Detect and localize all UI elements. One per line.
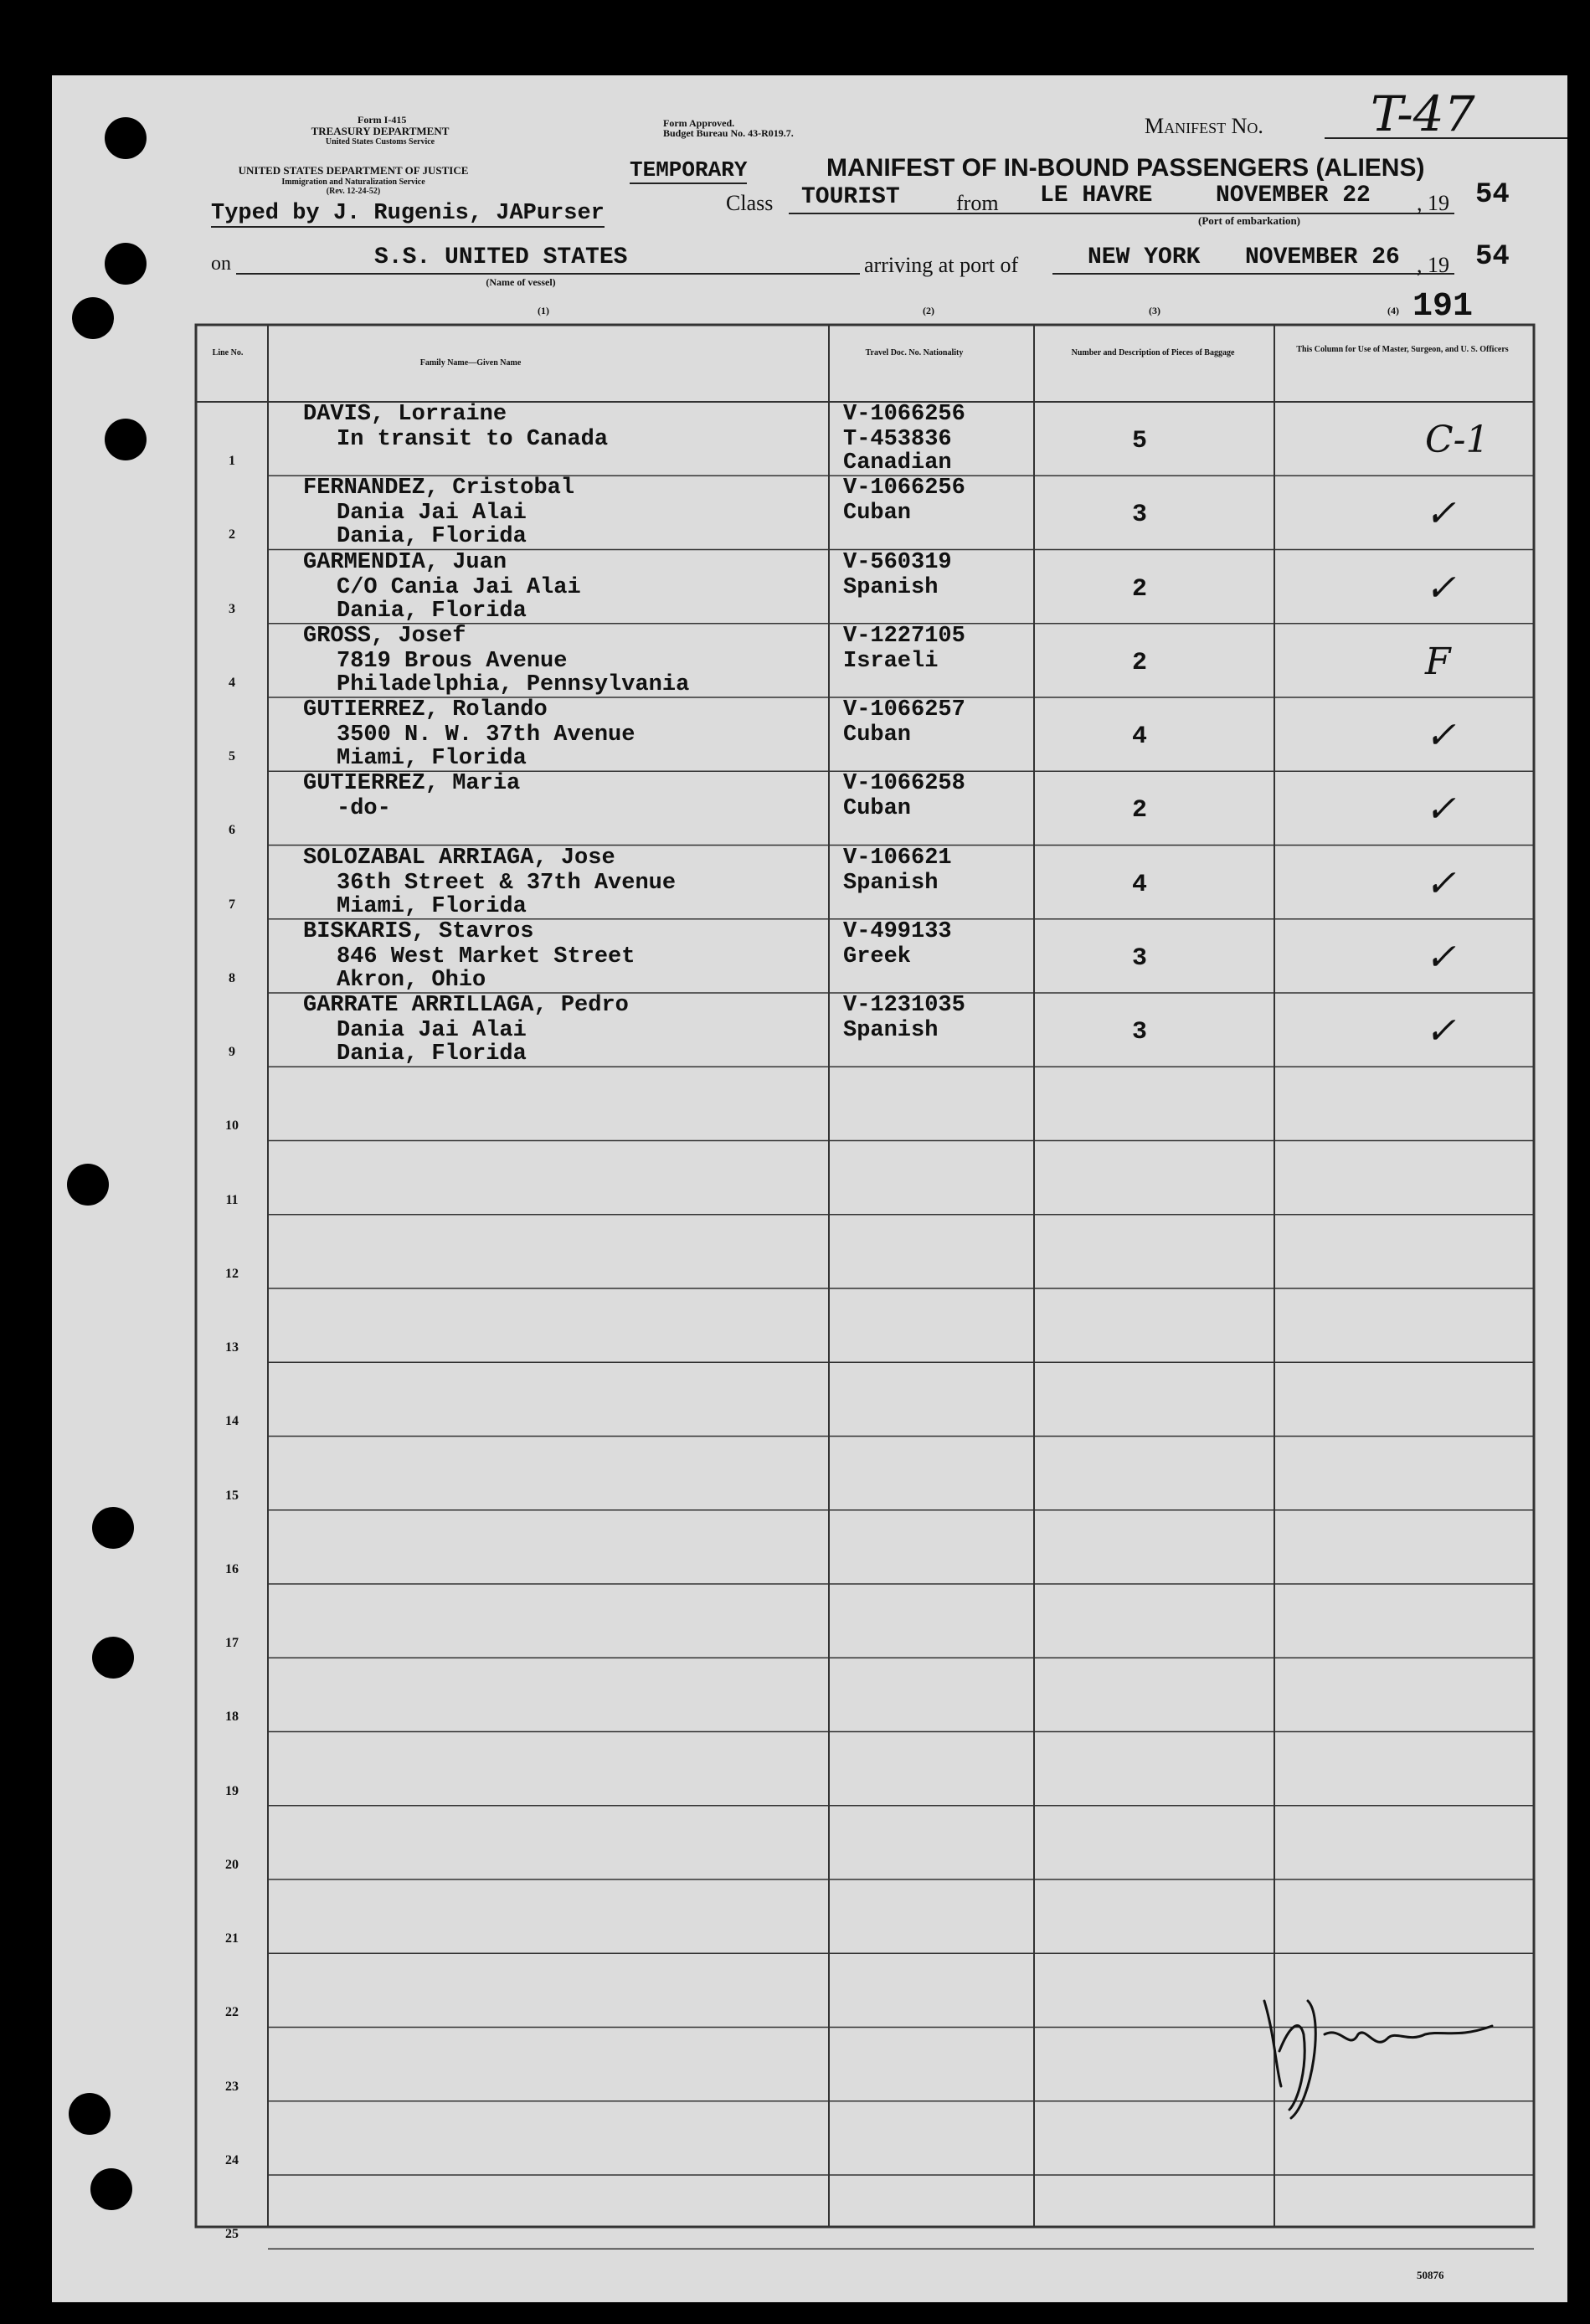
customs-service: United States Customs Service bbox=[325, 137, 435, 147]
officer-mark: C-1 bbox=[1425, 419, 1490, 461]
passenger-address-1: -do- bbox=[337, 796, 391, 822]
baggage-count: 3 bbox=[1132, 943, 1148, 973]
line-number: 1 bbox=[229, 454, 235, 468]
punch-hole bbox=[105, 117, 147, 159]
passenger-address-2: Philadelphia, Pennsylvania bbox=[337, 671, 690, 697]
manifest-no-label: Manifest No. bbox=[1145, 114, 1263, 138]
from-year-prefix: , 19 bbox=[1417, 191, 1449, 215]
baggage-count: 4 bbox=[1132, 870, 1148, 899]
nationality: Cuban bbox=[843, 722, 912, 748]
baggage-count: 2 bbox=[1132, 796, 1148, 825]
line-number: 2 bbox=[229, 527, 235, 542]
travel-doc-number: V-1066256 bbox=[843, 402, 965, 427]
line-number: 18 bbox=[225, 1710, 239, 1725]
passenger-address-2: Dania, Florida bbox=[337, 1041, 527, 1067]
baggage-count: 3 bbox=[1132, 501, 1148, 530]
class-label: Class bbox=[726, 191, 774, 215]
vessel-name: S.S. UNITED STATES bbox=[374, 244, 628, 270]
officer-mark: ✓ bbox=[1425, 714, 1456, 757]
passenger-address-1: In transit to Canada bbox=[337, 427, 609, 452]
travel-doc-number: V-1066257 bbox=[843, 697, 965, 722]
travel-doc-number: V-1066256 bbox=[843, 476, 965, 501]
nationality: Spanish bbox=[843, 1018, 939, 1043]
arrival-port: NEW YORK bbox=[1088, 244, 1201, 270]
travel-doc-number: V-106621 bbox=[843, 845, 952, 871]
baggage-count: 3 bbox=[1132, 1018, 1148, 1046]
justice-dept: UNITED STATES DEPARTMENT OF JUSTICE bbox=[238, 164, 469, 177]
baggage-count: 2 bbox=[1132, 648, 1148, 677]
punch-hole bbox=[67, 1164, 109, 1206]
passenger-name: SOLOZABAL ARRIAGA, Jose bbox=[303, 845, 615, 871]
col-num-3: (3) bbox=[1149, 305, 1160, 316]
punch-hole bbox=[69, 2093, 111, 2135]
officer-mark: ✓ bbox=[1425, 566, 1456, 609]
manifest-title: MANIFEST OF IN-BOUND PASSENGERS (ALIENS) bbox=[826, 154, 1425, 182]
col-travel-doc: Travel Doc. No. Nationality bbox=[865, 348, 964, 357]
line-number: 24 bbox=[225, 2152, 239, 2167]
line-number: 12 bbox=[225, 1266, 239, 1281]
from-port: LE HAVRE bbox=[1040, 183, 1153, 208]
travel-doc-number: V-560319 bbox=[843, 549, 952, 575]
col-num-1: (1) bbox=[538, 305, 549, 316]
passenger-name: GARMENDIA, Juan bbox=[303, 549, 507, 575]
col-line-no: Line No. bbox=[212, 348, 244, 357]
from-label: from bbox=[956, 191, 999, 215]
passenger-address-1: 36th Street & 37th Avenue bbox=[337, 870, 677, 896]
manifest-sheet bbox=[52, 75, 1567, 2302]
officer-mark: F bbox=[1425, 640, 1451, 683]
form-approved: Form Approved. bbox=[663, 117, 735, 129]
nationality: Spanish bbox=[843, 574, 939, 600]
vessel-caption: (Name of vessel) bbox=[486, 276, 556, 288]
arrival-date: NOVEMBER 26 bbox=[1245, 244, 1400, 270]
manifest-number: T-47 bbox=[1371, 85, 1475, 142]
passenger-address-2: Dania, Florida bbox=[337, 598, 527, 624]
footer-code: 50876 bbox=[1417, 2269, 1444, 2281]
line-number: 19 bbox=[225, 1783, 239, 1798]
nationality: Canadian bbox=[843, 450, 952, 476]
travel-doc-number: V-1066258 bbox=[843, 771, 965, 797]
temporary-label: TEMPORARY bbox=[630, 157, 748, 183]
passenger-address-1: 846 West Market Street bbox=[337, 943, 635, 969]
line-number: 21 bbox=[225, 1931, 239, 1946]
punch-hole bbox=[105, 419, 147, 460]
line-number: 9 bbox=[229, 1045, 235, 1059]
line-number: 7 bbox=[229, 897, 235, 912]
passenger-address-2: Akron, Ohio bbox=[337, 967, 486, 993]
from-year: 54 bbox=[1475, 179, 1510, 211]
line-number: 10 bbox=[225, 1118, 239, 1134]
passenger-name: FERNANDEZ, Cristobal bbox=[303, 476, 575, 501]
punch-hole bbox=[72, 297, 114, 339]
punch-hole bbox=[105, 243, 147, 285]
passenger-name: DAVIS, Lorraine bbox=[303, 402, 507, 427]
passenger-address-1: 3500 N. W. 37th Avenue bbox=[337, 722, 635, 748]
line-number: 13 bbox=[225, 1340, 239, 1355]
passenger-address-1: Dania Jai Alai bbox=[337, 1018, 527, 1043]
line-number: 15 bbox=[225, 1488, 239, 1503]
line-number: 25 bbox=[225, 2227, 239, 2241]
col-num-2: (2) bbox=[923, 305, 934, 316]
passenger-address-1: Dania Jai Alai bbox=[337, 501, 527, 527]
punch-hole bbox=[90, 2168, 132, 2210]
from-date: NOVEMBER 22 bbox=[1216, 183, 1371, 208]
baggage-count: 5 bbox=[1132, 427, 1148, 455]
col-officers: This Column for Use of Master, Surgeon, and U. S. Officers bbox=[1296, 345, 1509, 354]
travel-doc-number-2: T-453836 bbox=[843, 427, 952, 452]
nationality: Cuban bbox=[843, 796, 912, 822]
line-number: 20 bbox=[225, 1857, 239, 1872]
budget-bureau: Budget Bureau No. 43-R019.7. bbox=[663, 127, 794, 139]
line-number: 4 bbox=[229, 675, 235, 690]
nationality: Cuban bbox=[843, 501, 912, 527]
line-number: 5 bbox=[229, 749, 235, 764]
officer-mark: ✓ bbox=[1425, 1010, 1456, 1052]
travel-doc-number: V-499133 bbox=[843, 918, 952, 944]
line-number: 6 bbox=[229, 823, 235, 838]
line-number: 17 bbox=[225, 1636, 239, 1650]
col-family-name: Family Name—Given Name bbox=[419, 358, 522, 368]
passenger-name: GARRATE ARRILLAGA, Pedro bbox=[303, 993, 629, 1018]
officer-mark: ✓ bbox=[1425, 861, 1456, 905]
col-num-4: (4) bbox=[1387, 305, 1399, 316]
nationality: Spanish bbox=[843, 870, 939, 896]
ins-service: Immigration and Naturalization Service bbox=[281, 177, 425, 187]
travel-doc-number: V-1227105 bbox=[843, 623, 965, 649]
passenger-address-2: Dania, Florida bbox=[337, 524, 527, 550]
passenger-address-1: 7819 Brous Avenue bbox=[337, 648, 568, 674]
line-number: 14 bbox=[225, 1414, 239, 1429]
nationality: Greek bbox=[843, 943, 912, 969]
punch-hole bbox=[92, 1507, 134, 1549]
page-number: 191 bbox=[1412, 288, 1474, 326]
form-number: Form I-415 bbox=[358, 114, 407, 126]
treasury-dept: TREASURY DEPARTMENT bbox=[311, 125, 450, 137]
line-number: 8 bbox=[229, 970, 235, 985]
passenger-name: GROSS, Josef bbox=[303, 623, 466, 649]
passenger-address-2: Miami, Florida bbox=[337, 893, 527, 919]
officer-mark: ✓ bbox=[1425, 935, 1456, 979]
arrival-year-prefix: , 19 bbox=[1417, 253, 1449, 277]
baggage-count: 2 bbox=[1132, 574, 1148, 604]
typed-by: Typed by J. Rugenis, JAPurser bbox=[211, 201, 605, 226]
travel-doc-number: V-1231035 bbox=[843, 993, 965, 1018]
officer-mark: ✓ bbox=[1425, 788, 1456, 831]
on-label: on bbox=[211, 253, 231, 275]
line-number: 3 bbox=[229, 601, 235, 616]
passenger-name: GUTIERREZ, Rolando bbox=[303, 697, 548, 722]
table-grid bbox=[52, 75, 1567, 2302]
line-number: 16 bbox=[225, 1561, 239, 1576]
baggage-count: 4 bbox=[1132, 722, 1148, 751]
line-number: 22 bbox=[225, 2005, 239, 2020]
revision-date: (Rev. 12-24-52) bbox=[326, 187, 381, 196]
line-number: 11 bbox=[225, 1192, 239, 1207]
class-value: TOURIST bbox=[801, 184, 900, 210]
col-baggage: Number and Description of Pieces of Baggage bbox=[1071, 348, 1235, 357]
passenger-address-2: Miami, Florida bbox=[337, 746, 527, 771]
passenger-name: GUTIERREZ, Maria bbox=[303, 771, 521, 797]
passenger-name: BISKARIS, Stavros bbox=[303, 918, 534, 944]
arrival-year: 54 bbox=[1475, 241, 1510, 273]
officer-mark: ✓ bbox=[1425, 492, 1456, 536]
passenger-address-1: C/O Cania Jai Alai bbox=[337, 574, 581, 600]
line-number: 23 bbox=[225, 2079, 239, 2094]
punch-hole bbox=[92, 1637, 134, 1679]
port-caption: (Port of embarkation) bbox=[1197, 214, 1301, 227]
nationality: Israeli bbox=[843, 648, 939, 674]
arriving-label: arriving at port of bbox=[864, 253, 1019, 277]
